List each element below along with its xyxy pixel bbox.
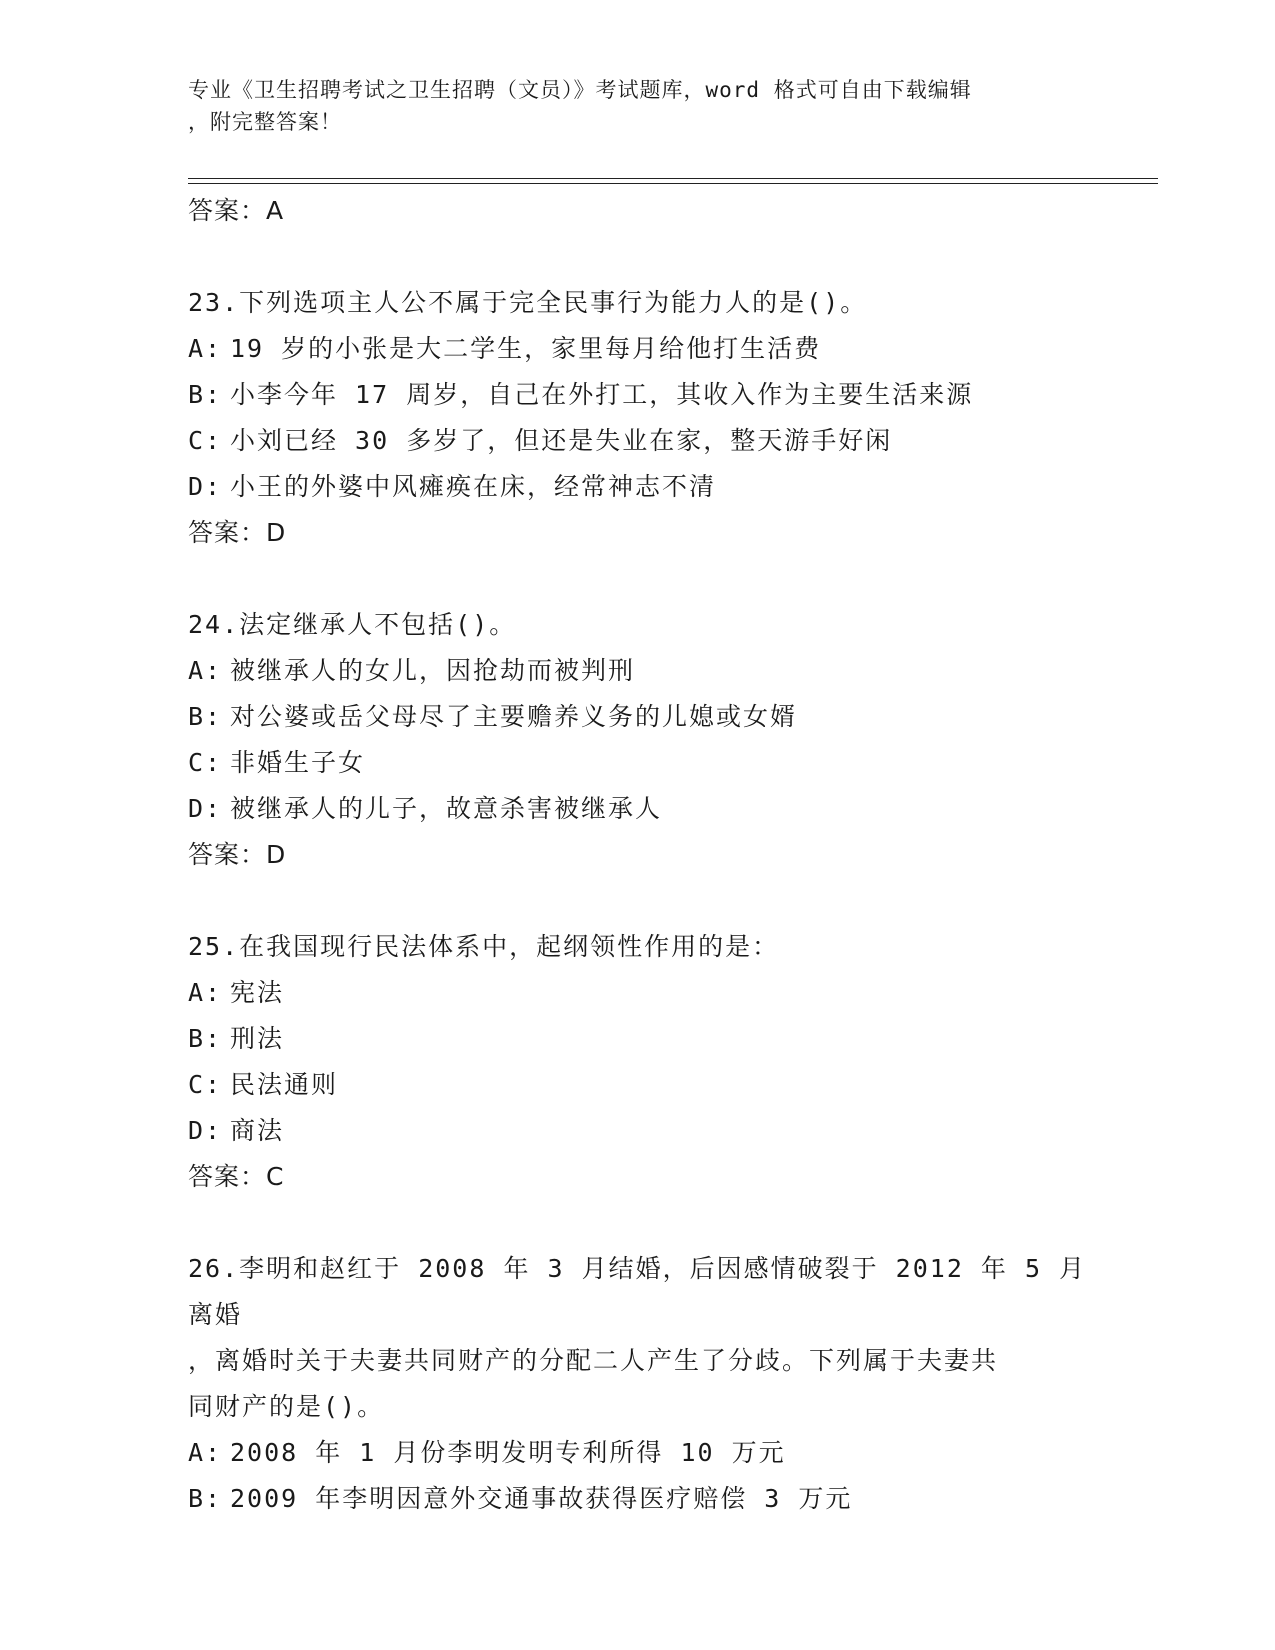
question-23 (188, 280, 1088, 556)
option-c (188, 418, 1088, 464)
option-letter: A: (188, 334, 223, 363)
option-letter: D: (188, 472, 223, 501)
option-text: 小刘已经 30 多岁了，但还是失业在家，整天游手好闲 (230, 426, 893, 455)
option-text: 被继承人的儿子，故意杀害被继承人 (230, 794, 663, 823)
option-c (188, 1062, 1088, 1108)
option-text: 商法 (230, 1116, 285, 1145)
option-letter: C: (188, 748, 223, 777)
option-d (188, 786, 1088, 832)
option-text: 小王的外婆中风瘫痪在床，经常神志不清 (230, 472, 717, 501)
option-d (188, 464, 1088, 510)
option-b (188, 372, 1088, 418)
option-letter: B: (188, 1484, 223, 1513)
header-note (188, 74, 1068, 138)
option-letter: C: (188, 426, 223, 455)
option-a (188, 648, 1088, 694)
option-c (188, 740, 1088, 786)
option-text: 被继承人的女儿，因抢劫而被判刑 (230, 656, 636, 685)
option-letter: C: (188, 1070, 223, 1099)
question-stem: 24.法定继承人不包括()。 (188, 610, 517, 639)
option-text: 2009 年李明因意外交通事故获得医疗赔偿 3 万元 (230, 1484, 853, 1513)
answer-line: 答案：D (188, 840, 287, 869)
option-a (188, 970, 1088, 1016)
option-letter: B: (188, 702, 223, 731)
header-double-rule (188, 178, 1158, 184)
question-stem: 25.在我国现行民法体系中，起纲领性作用的是： (188, 932, 780, 961)
question-25 (188, 924, 1088, 1200)
option-letter: A: (188, 656, 223, 685)
option-letter: A: (188, 978, 223, 1007)
option-text: 小李今年 17 周岁，自己在外打工，其收入作为主要生活来源 (230, 380, 974, 409)
option-a (188, 1430, 1088, 1476)
option-letter: B: (188, 1024, 223, 1053)
answer-line: 答案：D (188, 518, 287, 547)
header-line-1: 专业《卫生招聘考试之卫生招聘（文员）》考试题库，word 格式可自由下载编辑 (188, 78, 972, 102)
question-26 (188, 1246, 1088, 1522)
option-letter: B: (188, 380, 223, 409)
answer-line: 答案：A (188, 196, 285, 225)
option-text: 19 岁的小张是大二学生，家里每月给他打生活费 (230, 334, 822, 363)
option-text: 对公婆或岳父母尽了主要赡养义务的儿媳或女婿 (230, 702, 798, 731)
option-text: 宪法 (230, 978, 285, 1007)
option-letter: D: (188, 1116, 223, 1145)
option-text: 2008 年 1 月份李明发明专利所得 10 万元 (230, 1438, 786, 1467)
option-text: 刑法 (230, 1024, 285, 1053)
question-stem-line-1: 26.李明和赵红于 2008 年 3 月结婚，后因感情破裂于 2012 年 5 月离婚 (188, 1254, 1087, 1329)
question-list (188, 188, 1088, 1522)
option-b (188, 1016, 1088, 1062)
option-text: 民法通则 (230, 1070, 339, 1099)
option-letter: D: (188, 794, 223, 823)
header-line-2: ，附完整答案！ (188, 110, 342, 134)
answer-line: 答案：C (188, 1162, 285, 1191)
question-stem-line-3: 同财产的是()。 (188, 1392, 385, 1421)
option-b (188, 1476, 1088, 1522)
question-24 (188, 602, 1088, 878)
option-text: 非婚生子女 (230, 748, 366, 777)
option-a (188, 326, 1088, 372)
option-letter: A: (188, 1438, 223, 1467)
option-b (188, 694, 1088, 740)
question-stem: 23.下列选项主人公不属于完全民事行为能力人的是()。 (188, 288, 868, 317)
option-d (188, 1108, 1088, 1154)
question-stem-line-2: ，离婚时关于夫妻共同财产的分配二人产生了分歧。下列属于夫妻共 (188, 1346, 999, 1375)
